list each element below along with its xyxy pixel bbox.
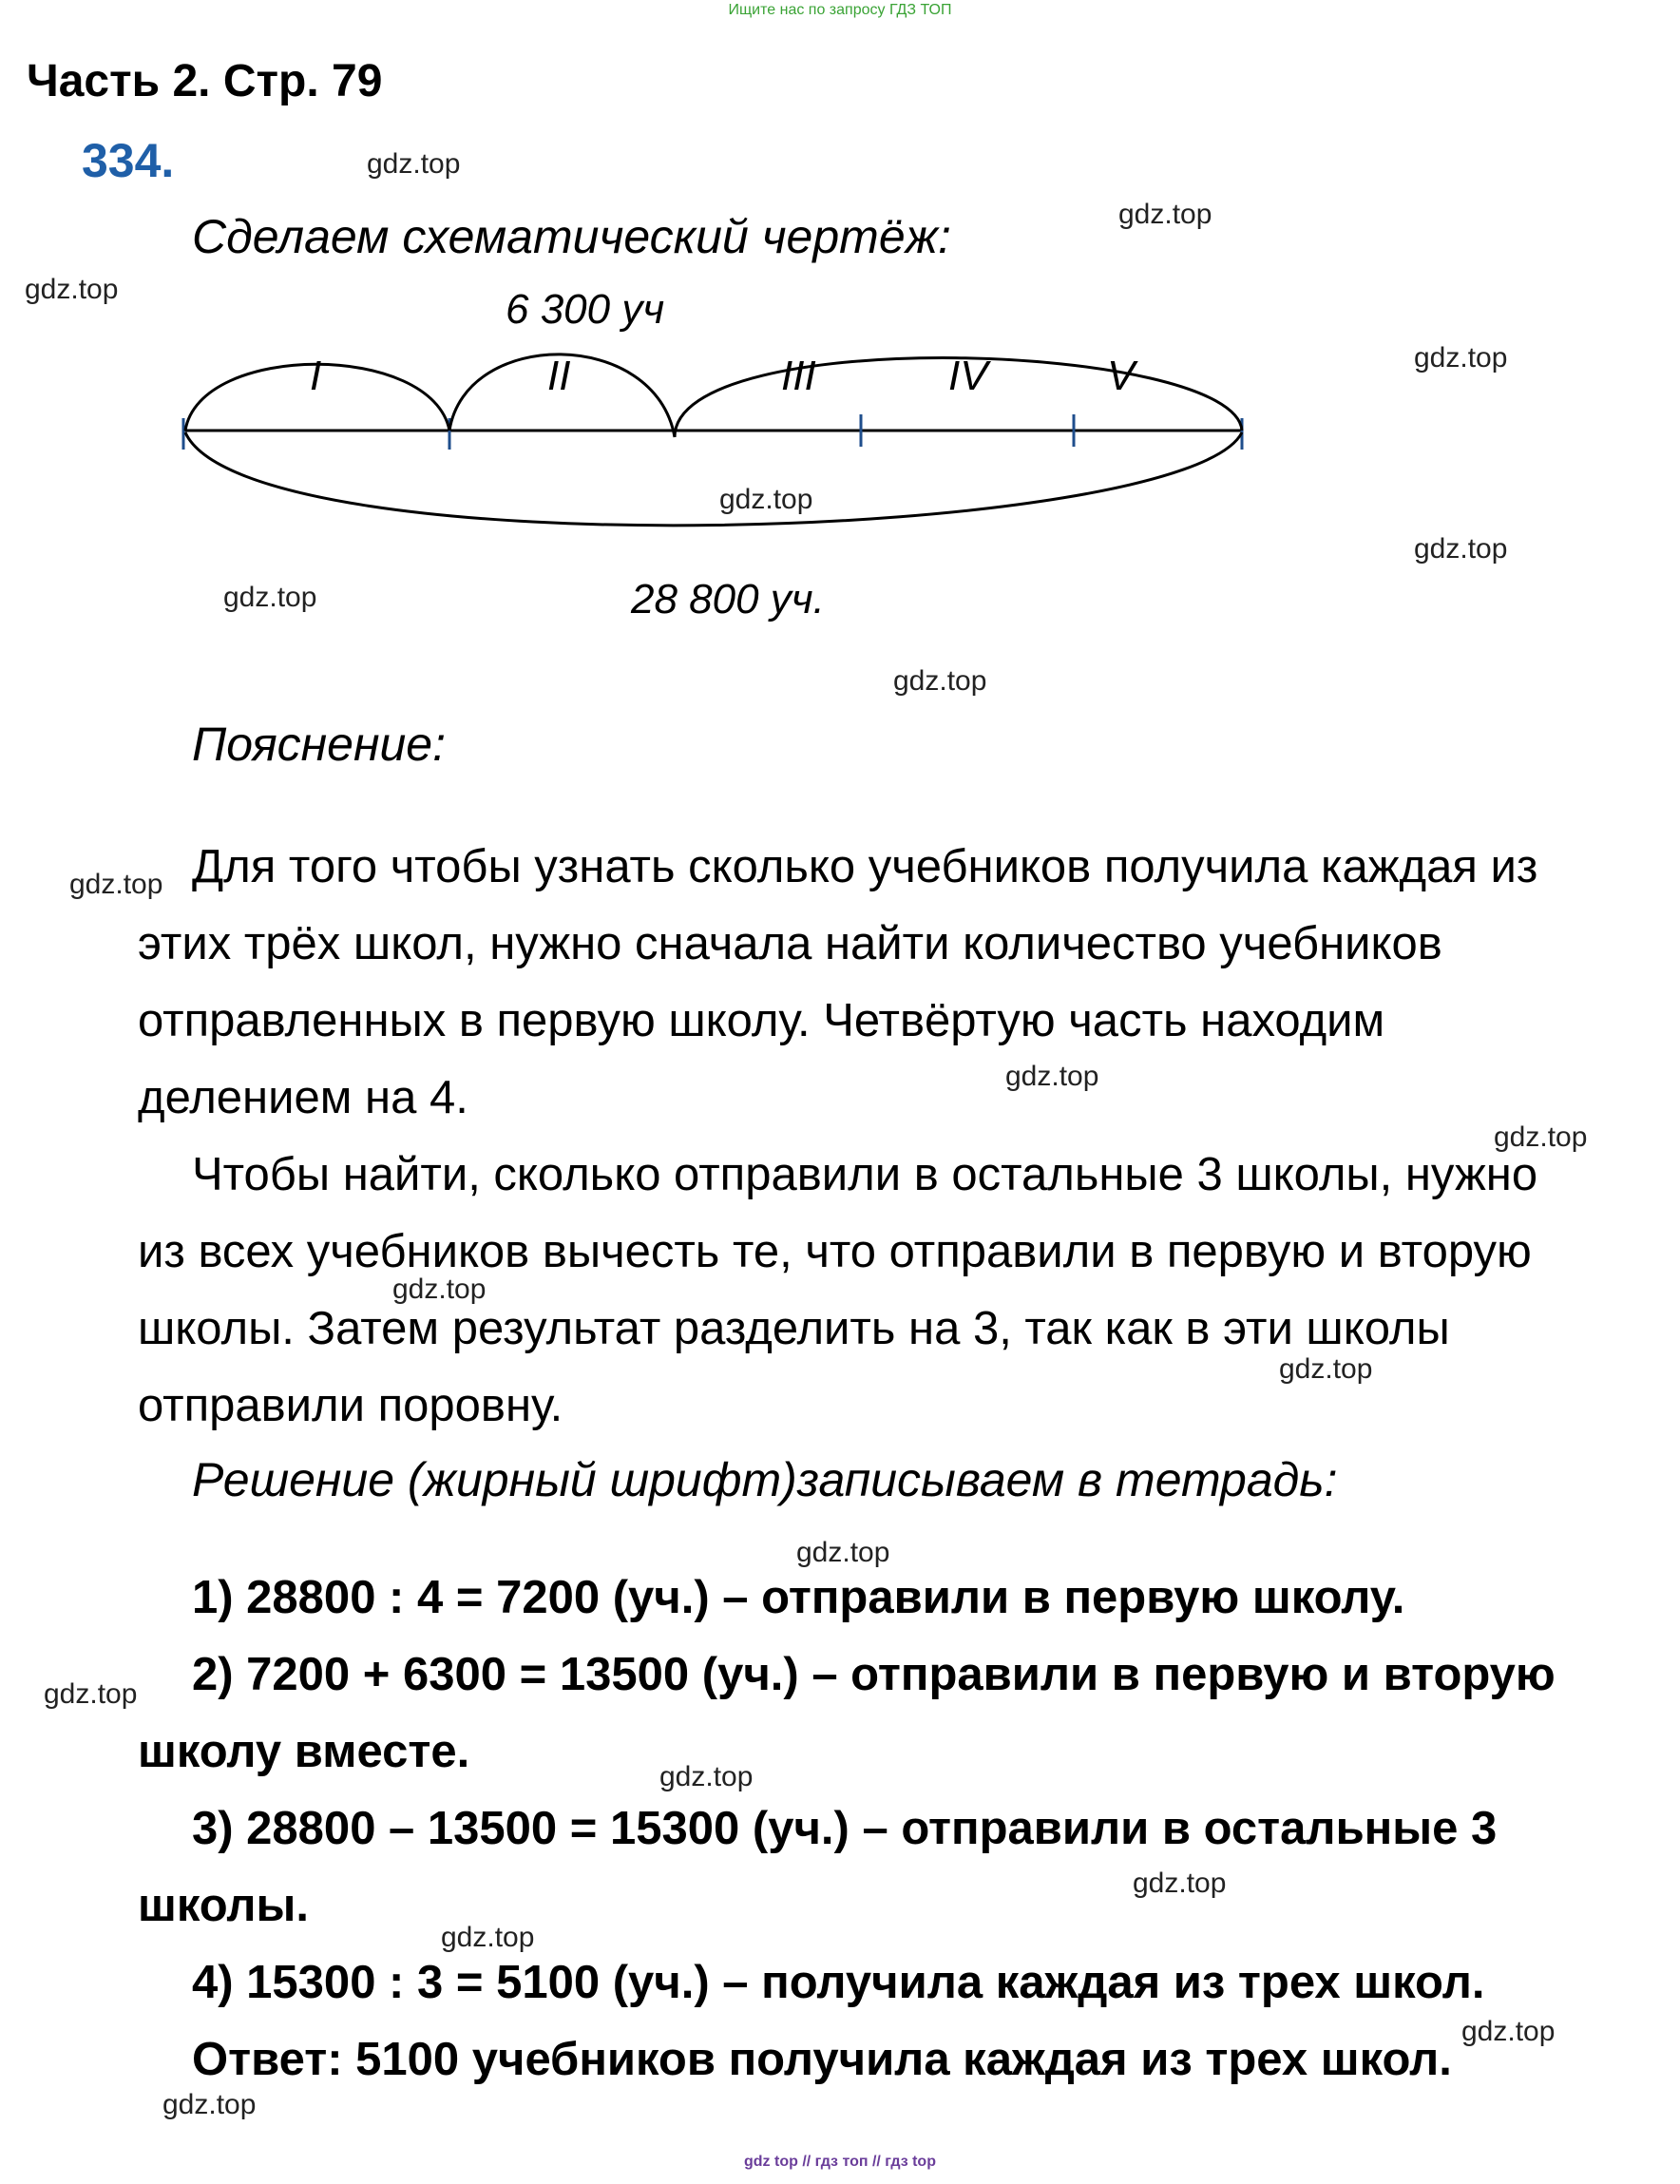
- paragraph-1-line-2: этих трёх школ, нужно сначала найти количество учебников: [138, 918, 1442, 969]
- solution-step-1: 1) 28800 : 4 = 7200 (уч.) – отправили в первую школу.: [192, 1572, 1405, 1623]
- solution-heading: Решение (жирный шрифт)записываем в тетрадь:: [192, 1453, 1338, 1506]
- watermark: gdz.top: [1461, 2016, 1556, 2047]
- top-label: 6 300 уч: [506, 286, 665, 333]
- part-label-4: IV: [948, 353, 988, 399]
- intro-text: Сделаем схематический чертёж:: [192, 210, 951, 263]
- part-label-2: II: [547, 353, 571, 399]
- watermark: gdz.top: [25, 274, 119, 305]
- watermark: gdz.top: [893, 665, 987, 697]
- part-label-5: V: [1107, 353, 1136, 399]
- watermark: gdz.top: [1133, 1868, 1227, 1899]
- watermark: gdz.top: [1118, 199, 1212, 230]
- watermark: gdz.top: [1494, 1121, 1588, 1153]
- bottom-banner: gdz top // гдз топ // гдз top: [744, 2154, 936, 2170]
- explanation-heading: Пояснение:: [192, 718, 446, 771]
- top-banner: Ищите нас по запросу ГДЗ ТОП: [728, 2, 952, 18]
- watermark: gdz.top: [367, 148, 461, 180]
- watermark: gdz.top: [392, 1274, 487, 1305]
- paragraph-2-line-3: школы. Затем результат разделить на 3, так как в эти школы: [138, 1303, 1450, 1354]
- solution-step-3-cont: школы.: [138, 1880, 310, 1931]
- watermark: gdz.top: [1005, 1061, 1099, 1092]
- part-label-3: III: [781, 353, 816, 399]
- paragraph-2-line-2: из всех учебников вычесть те, что отправили в первую и вторую: [138, 1226, 1532, 1277]
- bottom-label: 28 800 уч.: [631, 576, 825, 623]
- paragraph-2-line-4: отправили поровну.: [138, 1380, 563, 1431]
- paragraph-1-line-3: отправленных в первую школу. Четвёртую часть находим: [138, 995, 1385, 1046]
- task-number: 334.: [82, 134, 175, 187]
- solution-step-3: 3) 28800 – 13500 = 15300 (уч.) – отправили в остальные 3: [192, 1803, 1498, 1854]
- bottom-bracket: [185, 432, 1242, 526]
- paragraph-1-line-4: делением на 4.: [138, 1072, 468, 1123]
- page-title: Часть 2. Стр. 79: [27, 56, 383, 106]
- part-label-1: I: [310, 353, 322, 399]
- paragraph-1-line-1: Для того чтобы узнать сколько учебников получила каждая из: [192, 841, 1538, 892]
- watermark: gdz.top: [1414, 342, 1508, 374]
- watermark: gdz.top: [796, 1537, 890, 1568]
- answer-line: Ответ: 5100 учебников получила каждая из трех школ.: [192, 2034, 1452, 2085]
- solution-step-2-cont: школу вместе.: [138, 1726, 470, 1777]
- solution-step-4: 4) 15300 : 3 = 5100 (уч.) – получила каждая из трех школ.: [192, 1957, 1485, 2008]
- paragraph-2-line-1: Чтобы найти, сколько отправили в остальные 3 школы, нужно: [192, 1149, 1538, 1200]
- watermark: gdz.top: [1279, 1353, 1373, 1385]
- watermark: gdz.top: [69, 869, 163, 900]
- watermark: gdz.top: [441, 1922, 535, 1953]
- watermark: gdz.top: [659, 1761, 754, 1792]
- watermark: gdz.top: [719, 484, 813, 515]
- watermark: gdz.top: [1414, 533, 1508, 565]
- solution-step-2: 2) 7200 + 6300 = 13500 (уч.) – отправили в первую и вторую: [192, 1649, 1556, 1700]
- watermark: gdz.top: [162, 2089, 257, 2120]
- watermark: gdz.top: [44, 1678, 138, 1710]
- watermark: gdz.top: [223, 582, 317, 613]
